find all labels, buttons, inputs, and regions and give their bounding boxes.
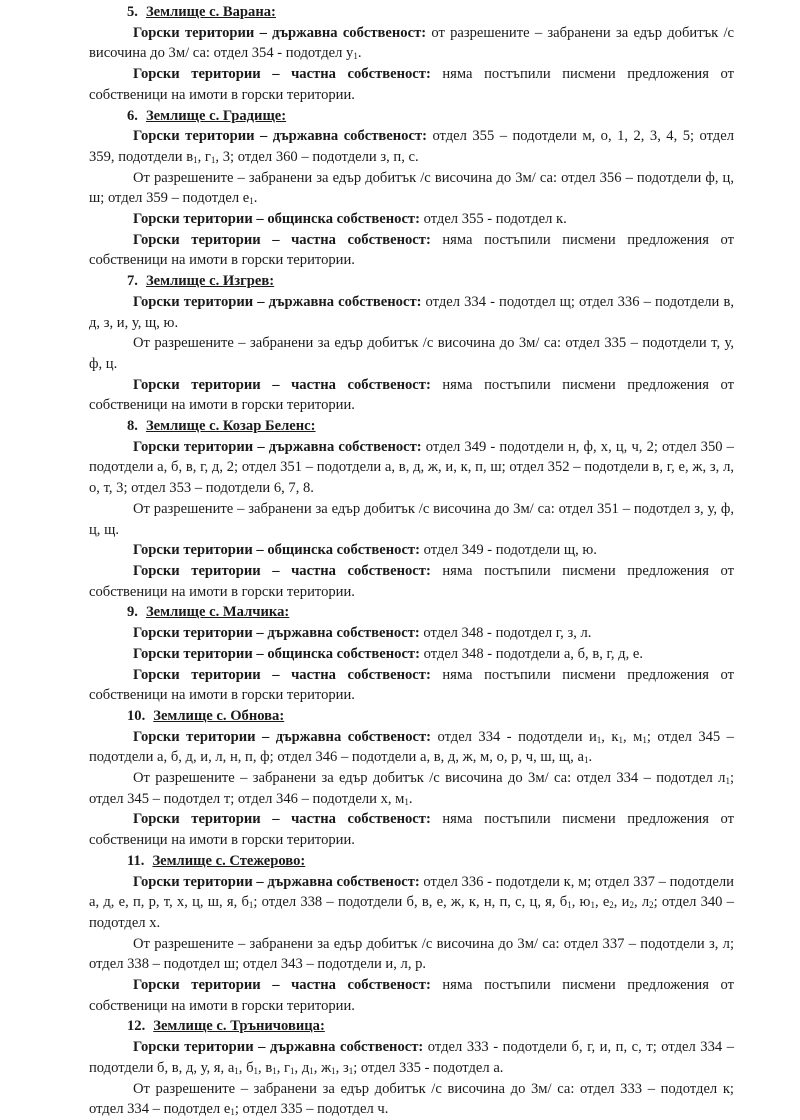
section	[89, 1016, 734, 1120]
section-title: Землище с. Тръничовица:	[153, 1018, 325, 1035]
paragraph	[89, 872, 734, 934]
paragraph	[89, 934, 734, 975]
paragraph-label: Горски територии – частна собственост:	[133, 977, 431, 994]
paragraph-label: Горски територии – държавна собственост:	[133, 1039, 424, 1056]
paragraph	[89, 644, 734, 665]
paragraph	[89, 126, 734, 167]
paragraph-text: отдел 349 - подотдели щ, ю.	[419, 542, 597, 559]
section-title: Землище с. Изгрев:	[145, 273, 275, 290]
paragraph	[89, 1079, 734, 1120]
paragraph-text: От разрешените – забранени за едър добитък /с височина до 3м/ са: отдел 335 – подотдели т, у, ф, ц.	[89, 335, 734, 372]
paragraph-text: няма постъпили писмени предложения от собственици на имоти в горски територии.	[89, 811, 734, 849]
section	[89, 271, 734, 416]
paragraph	[89, 375, 734, 416]
paragraph-text: отдел 348 - подотдел г, з, л.	[419, 625, 592, 642]
section-heading	[127, 602, 734, 623]
paragraph	[89, 209, 734, 230]
paragraph-text: няма постъпили писмени предложения от собственици на имоти в горски територии.	[89, 666, 734, 704]
paragraph-text: от разрешените – забранени за едър добитък /с височина до 3м/ са: отдел 354 - подотдел $у_1$.	[89, 24, 734, 62]
paragraph-text: отдел 336 - подотдели к, м; отдел 337 – подотдели а, д, е, п, р, т, х, ц, ш, я, $б_1$; отдел 338 – подотдели б, в, е, ж, к, н, п, с, ц, я, $б_1$, $ю_1$, $е_2$, $и_2$, $л_2$; отдел 340 – подотдел х.	[89, 873, 734, 931]
section-number: 12.	[127, 1018, 146, 1035]
section-title: Землище с. Козар Беленс:	[145, 418, 316, 435]
section	[89, 2, 734, 106]
paragraph-label: Горски територии – частна собственост:	[133, 666, 431, 683]
paragraph-label: Горски територии – частна собственост:	[133, 66, 431, 83]
section-number: 8.	[127, 418, 138, 435]
paragraph-label: Горски територии – частна собственост:	[133, 811, 431, 828]
section-number: 6.	[127, 107, 138, 124]
section-title: Землище с. Малчика:	[145, 604, 290, 621]
paragraph-text: отдел 355 - подотдел к.	[419, 211, 567, 228]
paragraph	[89, 665, 734, 706]
paragraph-label: Горски територии – общинска собственост:	[133, 645, 420, 662]
paragraph	[89, 768, 734, 809]
paragraph-text: отдел 334 - подотдели $и_1$, $к_1$, $м_1$; отдел 345 – подотдели а, б, д, и, л, н, п, ф; отдел 346 – подотдели а, в, д, ж, м, о, р, ч, ш, щ, $а_1$.	[89, 728, 734, 766]
section	[89, 106, 734, 272]
paragraph-label: Горски територии – държавна собственост:	[133, 24, 427, 41]
paragraph-label: Горски територии – частна собственост:	[133, 231, 431, 248]
paragraph-label: Горски територии – частна собственост:	[133, 376, 431, 393]
paragraph	[89, 437, 734, 499]
paragraph	[89, 809, 734, 850]
paragraph	[89, 333, 734, 374]
paragraph-text: отдел 334 - подотдел щ; отдел 336 – подотдели в, д, з, и, у, щ, ю.	[89, 293, 734, 331]
section	[89, 851, 734, 1017]
paragraph-label: Горски територии – държавна собственост:	[133, 625, 420, 642]
paragraph-text: отдел 355 – подотдели м, о, 1, 2, 3, 4, 5; отдел 359, подотдели $в_1$, $г_1$, 3; отдел 360 – подотдели з, п, с.	[89, 128, 734, 165]
section	[89, 416, 734, 602]
paragraph-text: няма постъпили писмени предложения от собственици на имоти в горски територии.	[89, 231, 734, 269]
paragraph	[89, 168, 734, 209]
section-number: 7.	[127, 273, 138, 290]
paragraph-text: отдел 333 - подотдели б, г, и, п, с, т; отдел 334 – подотдели б, в, д, у, я, $а_1$, $б_1$, $в_1$, $г_1$, $д_1$, $ж_1$, $з_1$; отдел 335 - подотдел а.	[89, 1039, 735, 1076]
section-heading	[127, 416, 734, 437]
paragraph-text: няма постъпили писмени предложения от собственици на имоти в горски територии.	[89, 376, 734, 414]
paragraph	[89, 561, 734, 602]
paragraph	[89, 230, 734, 271]
section-heading	[127, 2, 734, 23]
paragraph-label: Горски територии – държавна собственост:	[133, 728, 432, 745]
section-title: Землище с. Варана:	[145, 4, 276, 20]
paragraph-text: няма постъпили писмени предложения от собственици на имоти в горски територии.	[89, 66, 734, 103]
section	[89, 706, 734, 851]
paragraph-label: Горски територии – държавна собственост:	[133, 438, 422, 455]
paragraph-label: Горски територии – държавна собственост:	[133, 873, 420, 890]
paragraph-text: От разрешените – забранени за едър добитък /с височина до 3м/ са: отдел 333 – подотдел к; отдел 334 – подотдел $е_1$; отдел 335 – подотдел ч.	[89, 1080, 734, 1118]
paragraph	[89, 23, 734, 64]
paragraph	[89, 1037, 734, 1078]
paragraph-text: От разрешените – забранени за едър добитък /с височина до 3м/ са: отдел 356 – подотдели ф, ц, ш; отдел 359 – подотдел $е_1$.	[89, 169, 734, 207]
section-heading	[127, 271, 734, 292]
section-heading	[127, 851, 734, 872]
paragraph-text: няма постъпили писмени предложения от собственици на имоти в горски територии.	[89, 977, 734, 1014]
paragraph-text: От разрешените – забранени за едър добитък /с височина до 3м/ са: отдел 351 – подотдел з, у, ф, ц, щ.	[89, 500, 734, 538]
paragraph	[89, 499, 734, 540]
paragraph-text: отдел 349 - подотдели н, ф, х, ц, ч, 2; отдел 350 – подотдели а, б, в, г, д, 2; отдел 351 – подотдели а, в, д, ж, и, к, п, ш; отдел 352 – подотдели в, г, е, ж, з, л, о, т, 3; отдел 353 – подотдели 6, 7, 8.	[89, 438, 734, 497]
section-heading	[127, 1016, 734, 1037]
section-heading	[127, 106, 734, 127]
paragraph	[89, 540, 734, 561]
paragraph-text: От разрешените – забранени за едър добитък /с височина до 3м/ са: отдел 337 – подотдели з, л; отдел 338 – подотдел ш; отдел 343 – подотдели и, л, р.	[89, 935, 734, 973]
section-heading	[127, 706, 734, 727]
paragraph-text: отдел 348 - подотдели а, б, в, г, д, е.	[419, 645, 643, 662]
paragraph	[89, 292, 734, 333]
paragraph	[89, 975, 734, 1016]
paragraph	[89, 727, 734, 768]
section-title: Землище с. Стежерово:	[152, 852, 306, 869]
section-number: 9.	[127, 604, 138, 621]
paragraph	[89, 64, 734, 105]
section-title: Землище с. Обнова:	[153, 707, 285, 724]
section-number: 11.	[127, 852, 145, 869]
section-title: Землище с. Градище:	[145, 107, 287, 124]
paragraph-label: Горски територии – общинска собственост:	[133, 542, 420, 559]
section-number: 10.	[127, 707, 146, 724]
paragraph-label: Горски територии – частна собственост:	[133, 562, 431, 579]
paragraph-label: Горски територии – държавна собственост:	[133, 128, 427, 145]
paragraph-text: От разрешените – забранени за едър добитък /с височина до 3м/ са: отдел 334 – подотдел $л_1$; отдел 345 – подотдел т; отдел 346 – подотдели х, $м_1$.	[89, 770, 734, 807]
section	[89, 602, 734, 706]
paragraph-label: Горски територии – държавна собственост:	[133, 293, 422, 310]
paragraph-text: няма постъпили писмени предложения от собственици на имоти в горски територии.	[89, 562, 734, 600]
paragraph-label: Горски територии – общинска собственост:	[133, 211, 420, 228]
paragraph	[89, 623, 734, 644]
section-number: 5.	[127, 4, 138, 20]
